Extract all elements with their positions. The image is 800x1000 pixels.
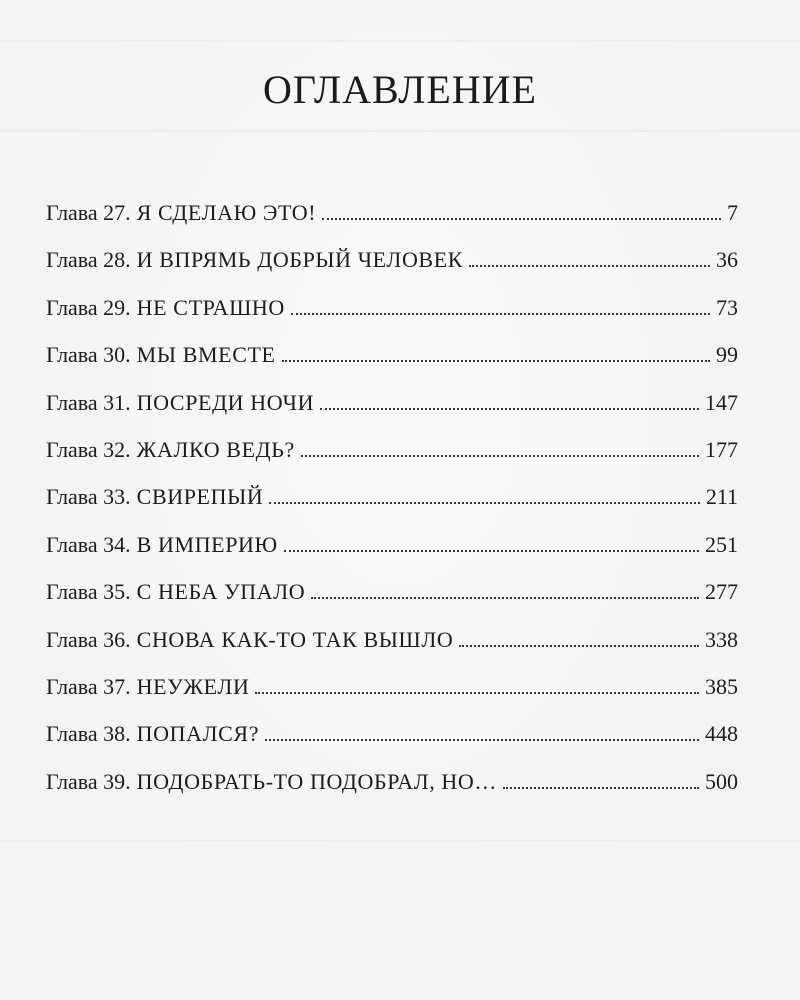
toc-entry (46, 342, 738, 389)
chapter-title: В ИМПЕРИЮ (136, 531, 278, 557)
show-through-line (0, 130, 800, 132)
dot-leader (320, 404, 699, 410)
page-number: 251 (705, 531, 738, 557)
show-through-line (0, 40, 800, 42)
show-through-line (0, 840, 800, 842)
toc-entry (46, 627, 738, 674)
dot-leader (469, 261, 710, 267)
chapter-number: Глава 33. (46, 484, 131, 510)
chapter-number: Глава 39. (46, 768, 131, 794)
chapter-number: Глава 35. (46, 579, 131, 605)
chapter-number: Глава 28. (46, 247, 131, 273)
toc-entry (46, 437, 738, 484)
chapter-title: МЫ ВМЕСТЕ (136, 342, 276, 368)
page-number: 73 (716, 294, 738, 320)
chapter-number: Глава 31. (46, 389, 131, 415)
dot-leader (301, 451, 699, 457)
toc-entry (46, 295, 738, 342)
chapter-number: Глава 29. (46, 294, 131, 320)
chapter-number: Глава 32. (46, 436, 131, 462)
dot-leader (282, 356, 710, 362)
toc-entry (46, 674, 738, 721)
toc-entry (46, 200, 738, 247)
dot-leader (322, 214, 721, 220)
chapter-title: ПОСРЕДИ НОЧИ (136, 389, 315, 415)
toc-entry (46, 579, 738, 626)
dot-leader (284, 546, 699, 552)
table-of-contents (46, 200, 738, 816)
toc-entry (46, 721, 738, 768)
page-number: 277 (705, 579, 738, 605)
chapter-number: Глава 37. (46, 673, 131, 699)
chapter-title: С НЕБА УПАЛО (136, 579, 306, 605)
toc-entry (46, 247, 738, 294)
chapter-title: СВИРЕПЫЙ (136, 484, 264, 510)
page-number: 448 (705, 721, 738, 747)
toc-entry (46, 390, 738, 437)
chapter-title: СНОВА КАК-ТО ТАК ВЫШЛО (136, 626, 454, 652)
toc-entry (46, 484, 738, 531)
chapter-title: ЖАЛКО ВЕДЬ? (136, 436, 295, 462)
chapter-number: Глава 30. (46, 342, 131, 368)
chapter-number: Глава 38. (46, 721, 131, 747)
page-number: 177 (705, 436, 738, 462)
chapter-title: ПОДОБРАТЬ-ТО ПОДОБРАЛ, НО… (136, 768, 497, 794)
dot-leader (503, 783, 699, 789)
chapter-number: Глава 34. (46, 531, 131, 557)
chapter-title: НЕУЖЕЛИ (136, 673, 250, 699)
page-number: 99 (716, 342, 738, 368)
toc-entry (46, 532, 738, 579)
dot-leader (291, 309, 710, 315)
chapter-title: НЕ СТРАШНО (136, 294, 285, 320)
dot-leader (265, 735, 699, 741)
page-number: 385 (705, 673, 738, 699)
page-number: 338 (705, 626, 738, 652)
toc-entry (46, 769, 738, 816)
dot-leader (269, 498, 699, 504)
page-number: 7 (727, 200, 738, 225)
chapter-number: Глава 36. (46, 626, 131, 652)
page-number: 500 (705, 768, 738, 794)
page-title: ОГЛАВЛЕНИЕ (263, 67, 537, 112)
chapter-title: И ВПРЯМЬ ДОБРЫЙ ЧЕЛОВЕК (136, 247, 464, 273)
page-number: 211 (705, 484, 738, 510)
chapter-title: Я СДЕЛАЮ ЭТО! (136, 200, 317, 225)
page-number: 36 (716, 247, 738, 273)
chapter-number: Глава 27. (46, 200, 131, 225)
dot-leader (311, 593, 699, 599)
page-number: 147 (705, 389, 738, 415)
dot-leader (255, 688, 699, 694)
chapter-title: ПОПАЛСЯ? (136, 721, 260, 747)
dot-leader (459, 641, 699, 647)
